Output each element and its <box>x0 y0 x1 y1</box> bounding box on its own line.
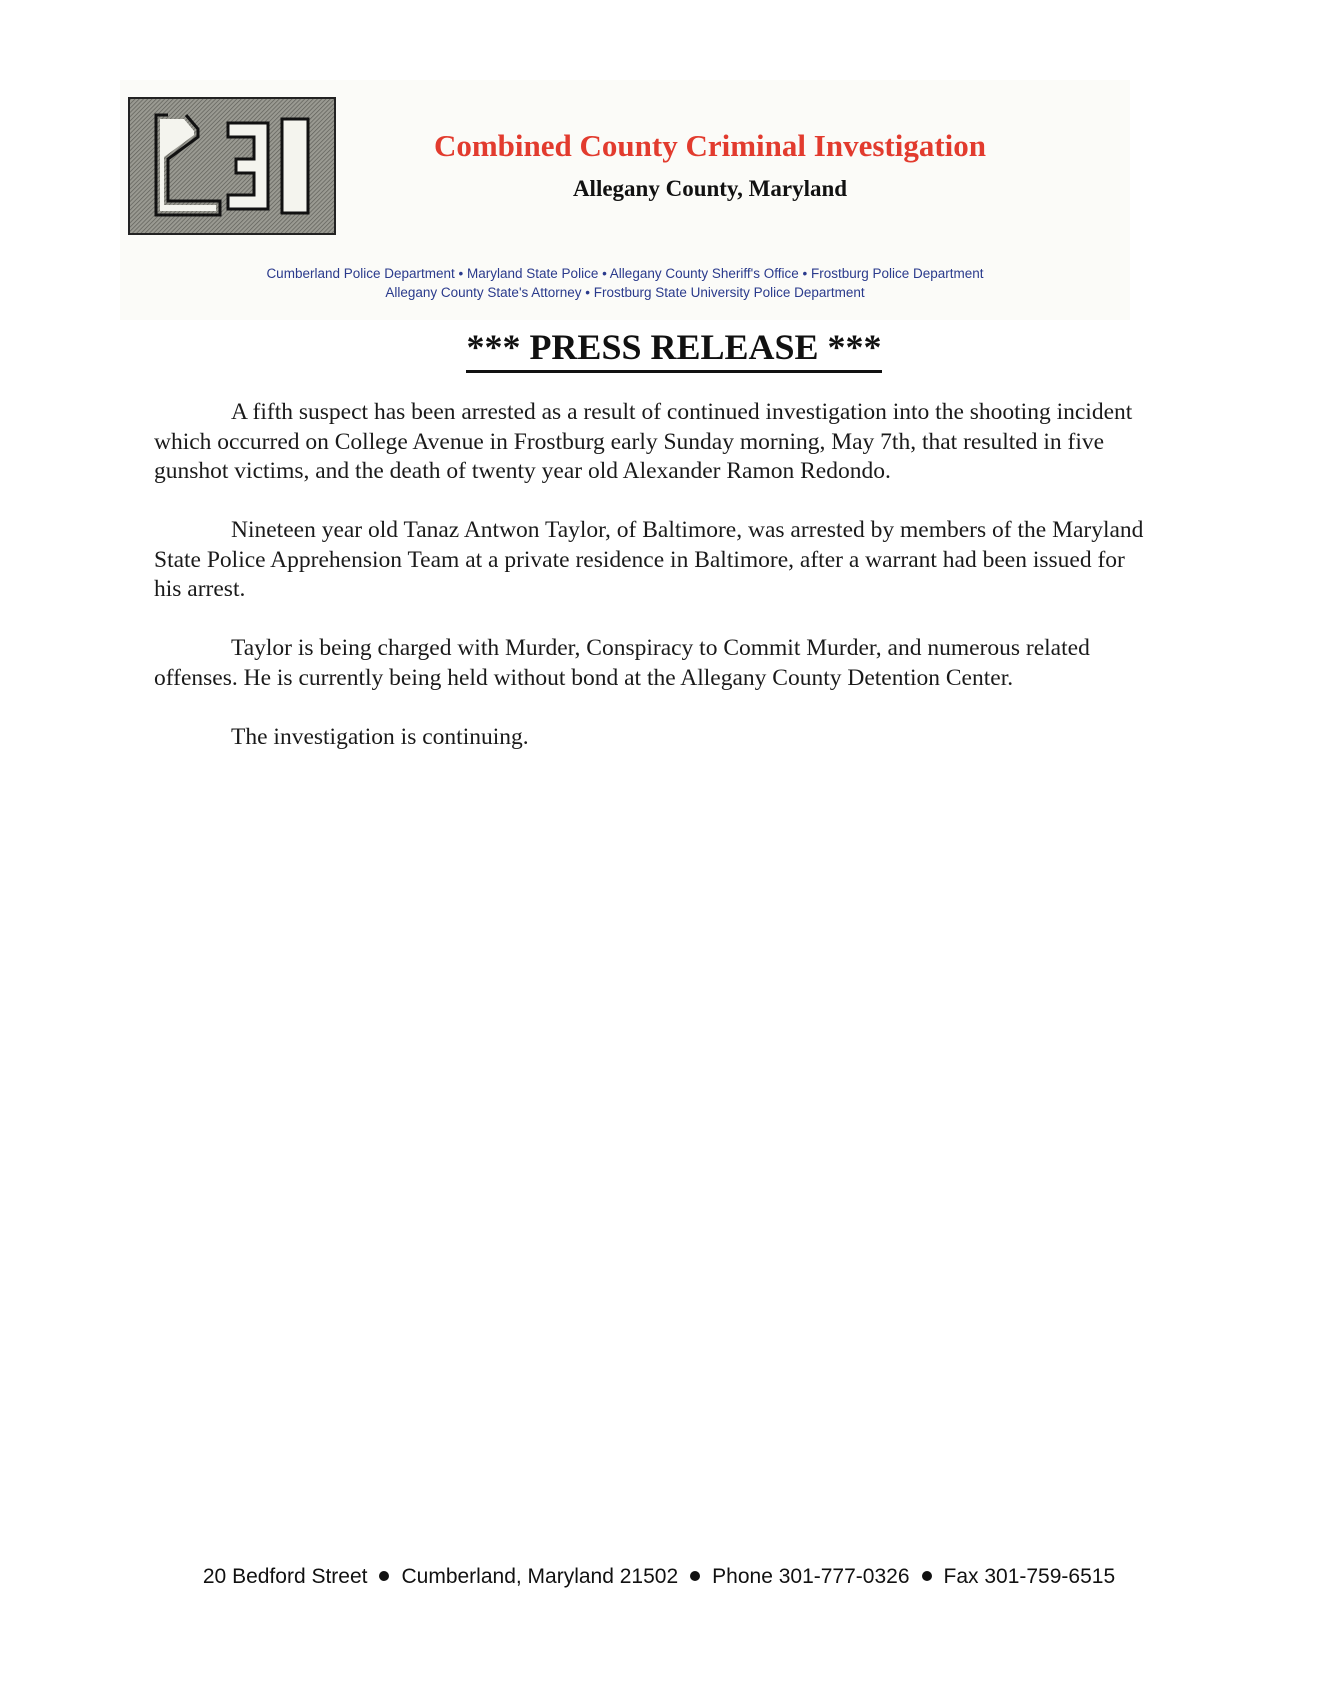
paragraph: Taylor is being charged with Murder, Conspiracy to Commit Murder, and numerous related offenses. He is currently being held without bond at the Allegany County Detention Center. <box>154 635 1090 691</box>
org-name: Combined County Criminal Investigation <box>433 128 987 163</box>
paragraph: The investigation is continuing. <box>231 723 529 750</box>
agency-list-line-1: Cumberland Police Department • Maryland State Police • Allegany County Sheriff's Office • Frostburg Police Department <box>266 266 984 281</box>
c3i-logo-icon <box>128 97 336 235</box>
paragraph: Nineteen year old Tanaz Antwon Taylor, of Baltimore, was arrested by members of the Maryland State Police Apprehension Team at a private residence in Baltimore, after a warrant had been issued for his arrest. <box>154 517 1144 602</box>
org-location: Allegany County, Maryland <box>572 176 848 201</box>
press-release-title-wrapper <box>0 326 1318 373</box>
bullet-icon <box>922 1571 932 1581</box>
footer-fax: Fax 301-759-6515 <box>943 1565 1116 1588</box>
paragraph: A fifth suspect has been arrested as a result of continued investigation into the shooting incident which occurred on College Avenue in Frostburg early Sunday morning, May 7th, that resulted in five gunshot victims, and the death of twenty year old Alexander Ramon Redondo. <box>154 399 1133 484</box>
bullet-icon <box>690 1571 700 1581</box>
footer-address: 20 Bedford Street <box>202 1565 368 1588</box>
press-release-body <box>154 398 1154 782</box>
footer-city: Cumberland, Maryland 21502 <box>401 1565 679 1588</box>
bullet-icon <box>379 1571 389 1581</box>
press-release-title: *** PRESS RELEASE *** <box>466 326 881 373</box>
footer-phone: Phone 301-777-0326 <box>712 1565 910 1588</box>
agency-list-line-2: Allegany County State's Attorney • Frostburg State University Police Department <box>385 285 865 300</box>
footer-contact <box>0 1565 1318 1589</box>
